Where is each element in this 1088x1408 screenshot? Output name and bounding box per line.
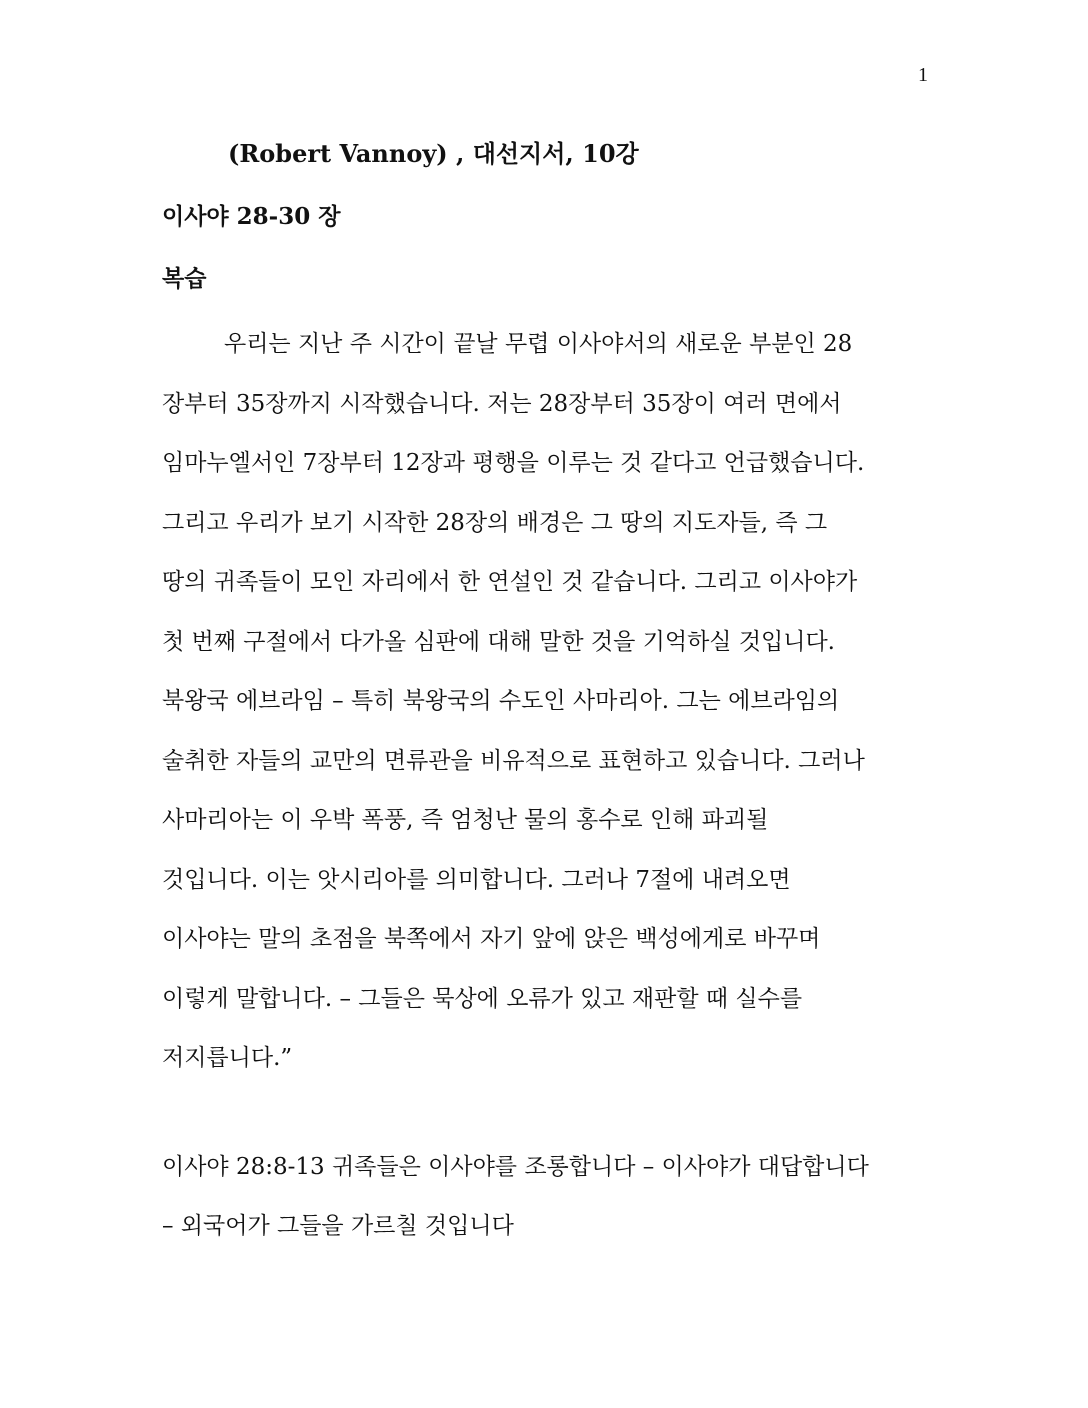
review-heading: 복습	[162, 265, 207, 292]
body-line: 술취한 자들의 교만의 면류관을 비유적으로 표현하고 있습니다. 그러나	[162, 747, 865, 774]
body-line: 그리고 우리가 보기 시작한 28장의 배경은 그 땅의 지도자들, 즉 그	[162, 509, 828, 536]
passage-heading: 이사야 28-30 장	[162, 203, 341, 230]
body-line: 첫 번째 구절에서 다가올 심판에 대해 말한 것을 기억하실 것입니다.	[162, 628, 835, 655]
section-heading-line: – 외국어가 그들을 가르칠 것입니다	[162, 1213, 514, 1239]
body-paragraph	[162, 315, 926, 1089]
document-title: (Robert Vannoy) , 대선지서, 10강	[228, 139, 639, 168]
section-heading	[162, 1138, 926, 1256]
body-line: 땅의 귀족들이 모인 자리에서 한 연설인 것 같습니다. 그리고 이사야가	[162, 569, 858, 595]
page-number: 1	[918, 64, 928, 86]
body-line: 것입니다. 이는 앗시리아를 의미합니다. 그러나 7절에 내려오면	[162, 866, 791, 893]
body-line: 저지릅니다.”	[162, 1045, 293, 1071]
body-line: 장부터 35장까지 시작했습니다. 저는 28장부터 35장이 여러 면에서	[162, 390, 842, 417]
section-heading-line: 이사야 28:8-13 귀족들은 이사야를 조롱합니다 – 이사야가 대답합니다	[162, 1154, 869, 1180]
body-line: 이사야는 말의 초점을 북쪽에서 자기 앞에 앉은 백성에게로 바꾸며	[162, 926, 821, 952]
body-line: 임마누엘서인 7장부터 12장과 평행을 이루는 것 같다고 언급했습니다.	[162, 450, 865, 476]
body-line: 북왕국 에브라임 – 특히 북왕국의 수도인 사마리아. 그는 에브라임의	[162, 688, 840, 714]
body-line: 우리는 지난 주 시간이 끝날 무렵 이사야서의 새로운 부분인 28	[224, 331, 853, 357]
body-line: 이렇게 말합니다. – 그들은 묵상에 오류가 있고 재판할 때 실수를	[162, 985, 803, 1012]
body-line: 사마리아는 이 우박 폭풍, 즉 엄청난 물의 홍수로 인해 파괴될	[162, 807, 769, 833]
